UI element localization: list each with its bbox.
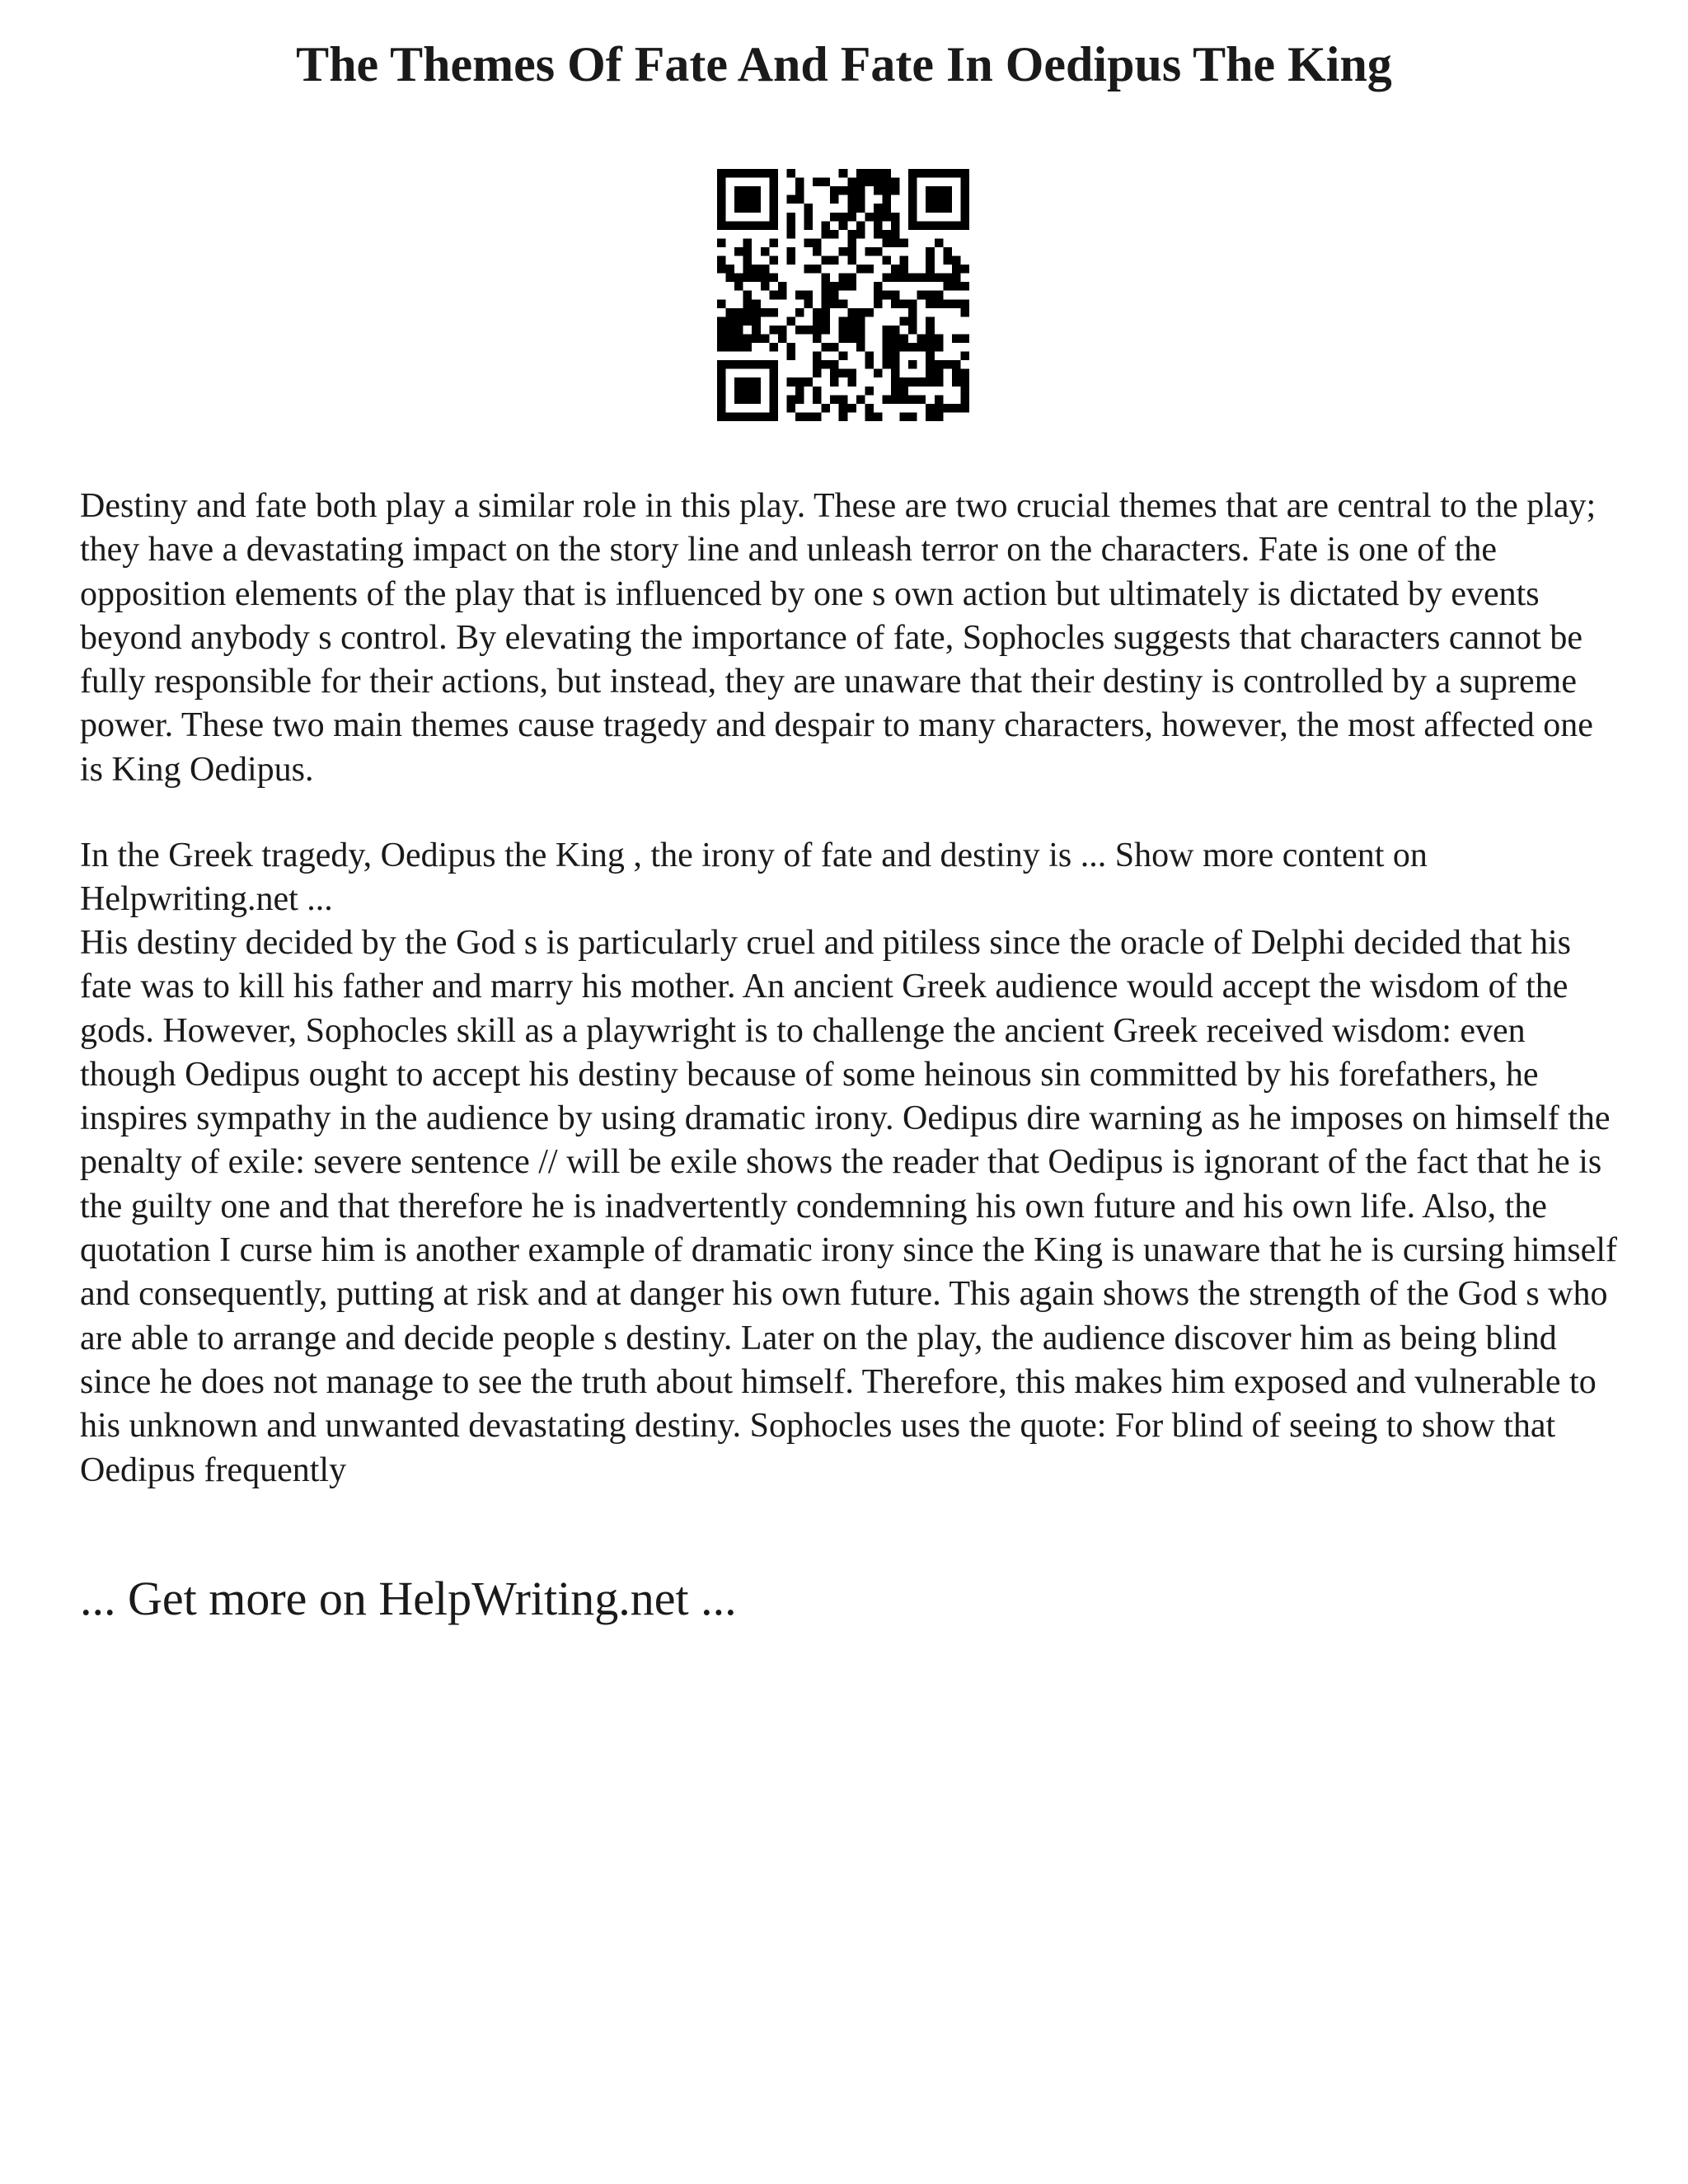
page-title: The Themes Of Fate And Fate In Oedipus The King <box>296 37 1392 91</box>
get-more-link[interactable]: ... Get more on HelpWriting.net ... <box>80 1572 737 1625</box>
qr-code-icon <box>717 169 969 421</box>
body-paragraph: Destiny and fate both play a similar role in this play. These are two crucial themes that are central to the play; they have a devastating impact on the story line and unleash terror on the characters. Fate is one of the opposition elements of the play that is influenced by one s own action but ultimately is dictated by events beyond anybody s control. By elevating the importance of fate, Sophocles suggests that characters cannot be fully responsible for their actions, but instead, they are unaware that their destiny is controlled by a supreme power. These two main themes cause tragedy and despair to many characters, however, the most affected one is King Oedipus. <box>80 487 1597 789</box>
body-paragraph-teaser: In the Greek tragedy, Oedipus the King , the irony of fate and destiny is ... Show more content on Helpwriting.net ... <box>80 837 1428 919</box>
body-paragraph: His destiny decided by the God s is particularly cruel and pitiless since the oracle of Delphi decided that his fate was to kill his father and marry his mother. An ancient Greek audience would accept the wisdom of the gods. However, Sophocles skill as a playwright is to challenge the ancient Greek received wisdom: even though Oedipus ought to accept his destiny because of some heinous sin committed by his forefathers, he inspires sympathy in the audience by using dramatic irony. Oedipus dire warning as he imposes on himself the penalty of exile: severe sentence // will be exile shows the reader that Oedipus is ignorant of the fact that he is the guilty one and that therefore he is inadvertently condemning his own future and his own life. Also, the quotation I curse him is another example of dramatic irony since the King is unaware that he is cursing himself and consequently, putting at risk and at danger his own future. This again shows the strength of the God s who are able to arrange and decide people s destiny. Later on the play, the audience discover him as being blind since he does not manage to see the truth about himself. Therefore, this makes him exposed and vulnerable to his unknown and unwanted devastating destiny. Sophocles uses the quote: For blind of seeing to show that Oedipus frequently <box>80 924 1617 1489</box>
